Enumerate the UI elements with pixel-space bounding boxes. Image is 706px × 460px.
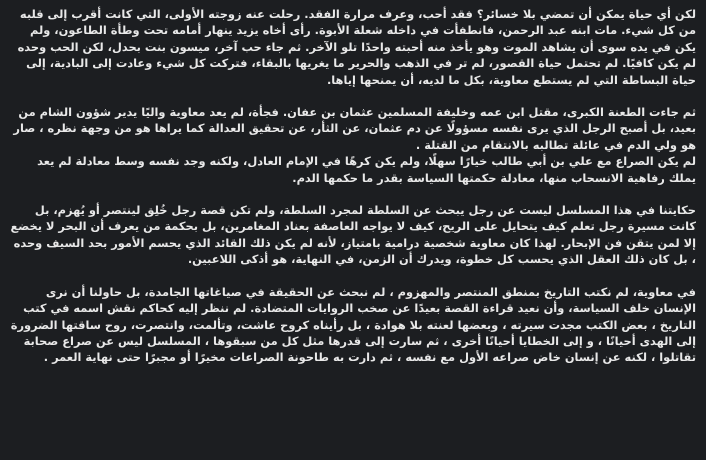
paragraph-3: حكايتنا في هذا المسلسل ليست عن رجل يبحث عن السلطة لمجرد السلطة، ولم تكن قصة رجل خُلِق لينتصر أو يُهزم، بل كانت مسيرة رجل تعلم كيف يتحايل على الريح، كيف لا يواجه العاصفة بعناد المغامرين، بل بحكمة من يعرف أن البحر لا يخضع إلا لمن يتقن فن الإبحار. لهذا كان معاوية شخصية درامية بامتياز، لأنه لم يكن ذلك القائد الذي يحسم الأمور بحد السيف وحده ، بل كان ذلك العقل الذي يحسب كل خطوة، ويدرك أن الزمن، في النهاية، هو أذكى اللاعبين. [10, 203, 696, 267]
paragraph-gap [8, 88, 696, 104]
paragraph-gap [8, 186, 696, 202]
paragraph-4: في معاوية، لم نكتب التاريخ بمنطق المنتصر والمهزوم ، لم نبحث عن الحقيقة في صياغاتها الجامدة، بل حاولنا أن نرى الإنسان خلف السياسة، وأن نعيد قراءة القصة بعيدًا عن صخب الروايات المتضادة. لم ننظر إليه كحاكم نقش اسمه في كتب التاريخ ، بعض الكتب مجدت سيرته ، وبعضها لعنته بلا هوادة ، بل رأيناه كروح عاشت، وتألمت، وانتصرت، روح ساقتها الضرورة إلى الهدى أحيانًا ، و إلى الخطايا أحيانًا أخرى ، ثم سارت إلى قدرها مثل كل من سبقوها ، المسلسل ليس عن صراع صحابة تقاتلوا ، لكنه عن إنسان خاض صراعه الأول مع نفسه ، ثم دارت به طاحونة الصراعات مخيرًا أو مجبرًا حتى نهاية العمر . [10, 284, 696, 365]
paragraph-1: لكن أي حياة يمكن أن تمضي بلا خسائر؟ فقد أحب، وعرف مرارة الفقد. رحلت عنه زوجته الأولى، التي كانت أقرب إلى قلبه من كل شيء. مات ابنه عبد الرحمن، فانطفأت في داخله شعلة الأبوة. رأى أخاه يزيد ينهار أمامه تحت وطأة الطاعون، ولم يكن في يده سوى أن يشاهد الموت وهو يأخذ منه أحبته واحدًا تلو الآخر. ثم جاء حب آخر، ميسون بنت بحدل، لكن الحب وحده لم يكن كافيًا. لم تحتمل حياة القصور، لم تر في الذهب والحرير ما يغريها بالبقاء، فتركت كل شيء وعادت إلى البادية، إلى حياة البساطة التي لم يستطع معاوية، بكل ما لديه، أن يمنحها إياها. [17, 7, 696, 87]
paragraph-gap [8, 268, 696, 284]
paragraph-2: ثم جاءت الطعنة الكبرى، مقتل ابن عمه وخليفة المسلمين عثمان بن عفان. فجأة، لم يعد معاوية واليًا يدير شؤون الشام من بعيد، بل أصبح الرجل الذي يرى نفسه مسؤولًا عن دم عثمان، عن الثأر، عن تحقيق العدالة كما يراها هو من وجهة نظره ، صار هو ولي الدم في عائلة تطالبه بالانتقام من القتلة . لم يكن الصراع مع علي بن أبي طالب خيارًا سهلًا، ولم يكن كرهًا في الإمام العادل، ولكنه وجد نفسه وسط معادلة لم يعد يملك رفاهية الانسحاب منها، معادلة حكمتها السياسة بقدر ما حكمها الدم. [13, 105, 696, 185]
